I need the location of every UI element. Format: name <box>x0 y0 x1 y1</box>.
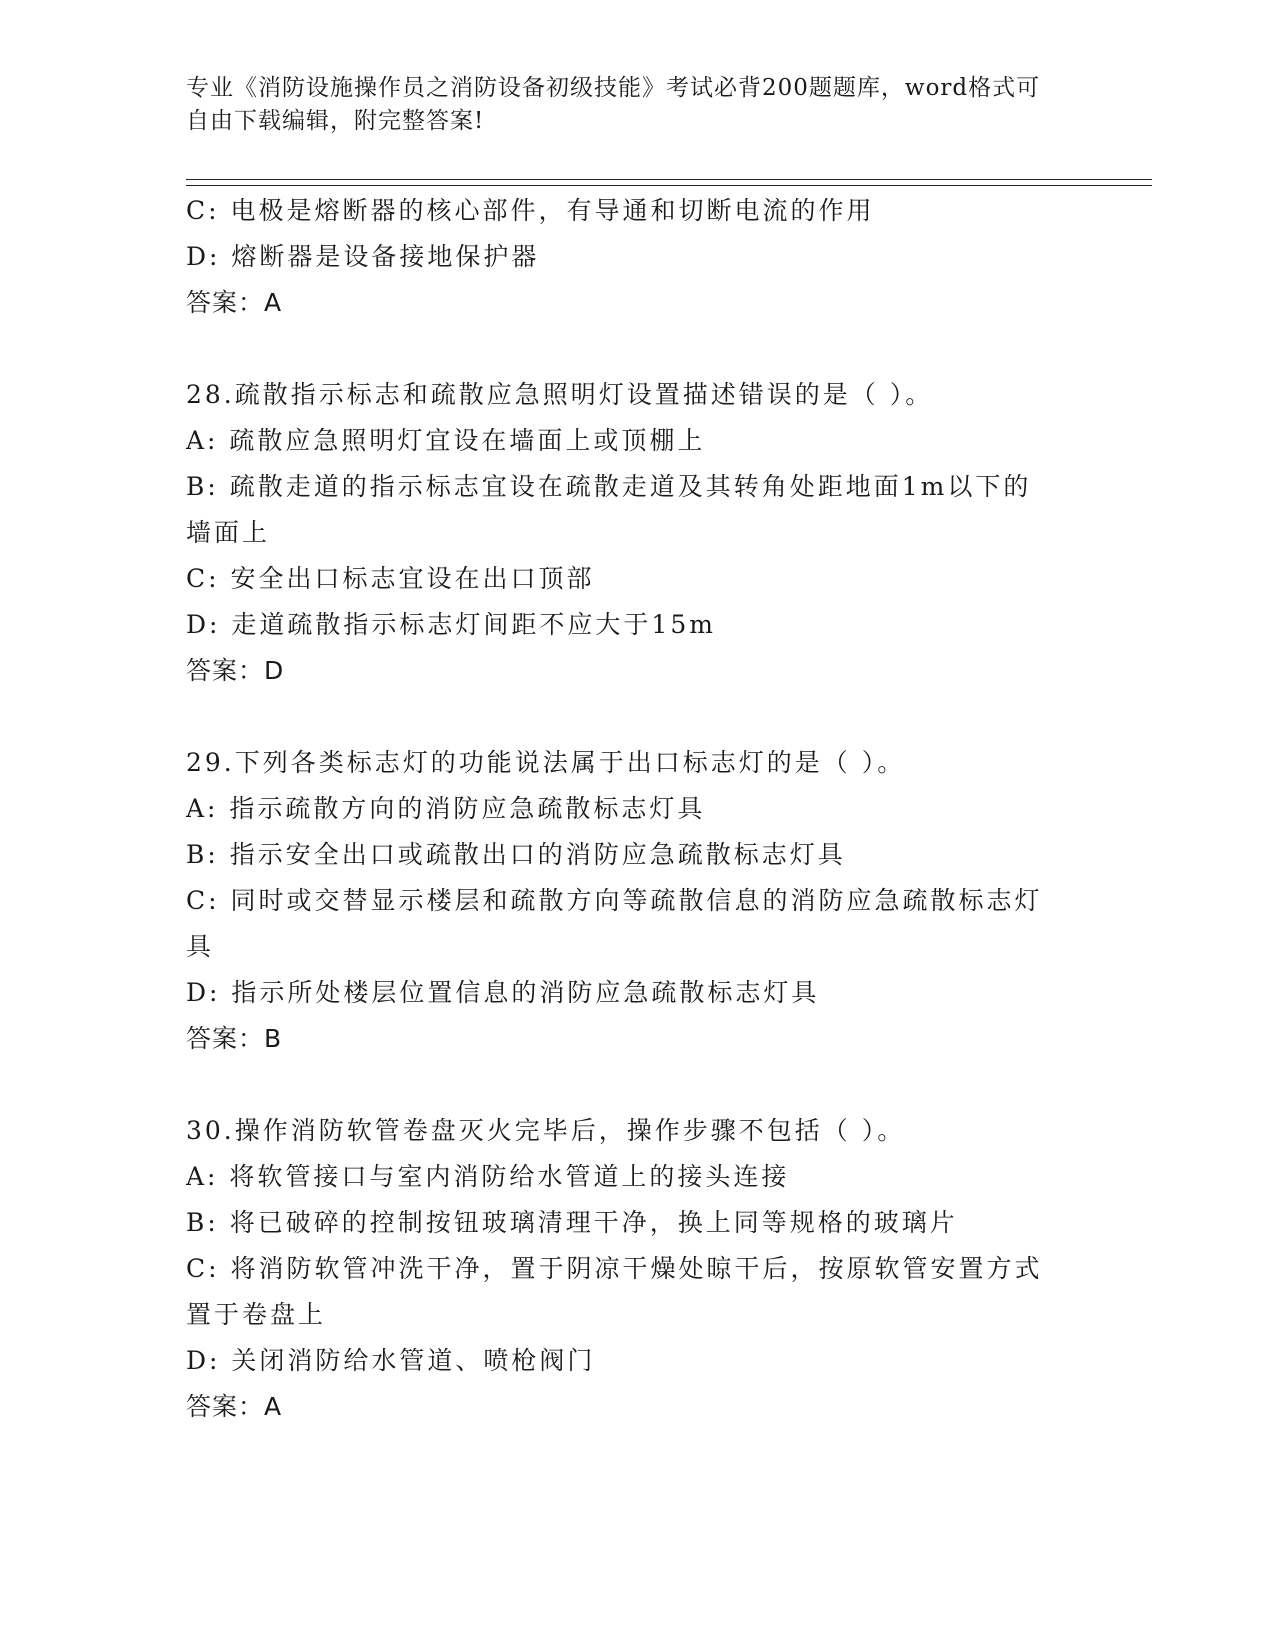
header-rule-top <box>186 179 1152 180</box>
q29-option-d: D: 指示所处楼层位置信息的消防应急疏散标志灯具 <box>186 978 820 1007</box>
header-line-1: 专业《消防设施操作员之消防设备初级技能》考试必背200题题库，word格式可 <box>186 75 1041 101</box>
q28-stem: 28.疏散指示标志和疏散应急照明灯设置描述错误的是（ ）。 <box>186 380 934 409</box>
q28-option-d: D: 走道疏散指示标志灯间距不应大于15m <box>186 610 716 639</box>
spacer <box>186 694 1086 740</box>
header-line-2: 自由下载编辑，附完整答案! <box>186 108 485 134</box>
q28-option-a: A: 疏散应急照明灯宜设在墙面上或顶棚上 <box>186 426 706 455</box>
q27-option-c: C: 电极是熔断器的核心部件，有导通和切断电流的作用 <box>186 196 875 225</box>
q28-answer: 答案：D <box>186 656 285 685</box>
q29-answer: 答案：B <box>186 1024 283 1053</box>
q30-option-c: C: 将消防软管冲洗干净，置于阴凉干燥处晾干后，按原软管安置方式 <box>186 1254 1043 1283</box>
spacer <box>186 326 1086 372</box>
q30-option-d: D: 关闭消防给水管道、喷枪阀门 <box>186 1346 596 1375</box>
q29-option-c-cont: 具 <box>186 932 215 961</box>
question-28 <box>186 372 1086 694</box>
q29-option-a: A: 指示疏散方向的消防应急疏散标志灯具 <box>186 794 706 823</box>
q29-option-c: C: 同时或交替显示楼层和疏散方向等疏散信息的消防应急疏散标志灯 <box>186 886 1043 915</box>
q27-option-d: D: 熔断器是设备接地保护器 <box>186 242 540 271</box>
q29-option-b: B: 指示安全出口或疏散出口的消防应急疏散标志灯具 <box>186 840 846 869</box>
spacer <box>186 1062 1086 1108</box>
q28-option-b-cont: 墙面上 <box>186 518 271 547</box>
q27-answer: 答案：A <box>186 288 283 317</box>
q30-answer: 答案：A <box>186 1392 283 1421</box>
q28-option-b: B: 疏散走道的指示标志宜设在疏散走道及其转角处距地面1m以下的 <box>186 472 1032 501</box>
q28-option-c: C: 安全出口标志宜设在出口顶部 <box>186 564 595 593</box>
header-rule-bottom <box>186 185 1152 186</box>
q30-option-b: B: 将已破碎的控制按钮玻璃清理干净，换上同等规格的玻璃片 <box>186 1208 958 1237</box>
q30-option-a: A: 将软管接口与室内消防给水管道上的接头连接 <box>186 1162 790 1191</box>
q30-stem: 30.操作消防软管卷盘灭火完毕后，操作步骤不包括（ ）。 <box>186 1116 906 1145</box>
question-30 <box>186 1108 1086 1430</box>
question-29 <box>186 740 1086 1062</box>
document-body <box>186 188 1086 1430</box>
question-27-tail <box>186 188 1086 326</box>
q30-option-c-cont: 置于卷盘上 <box>186 1300 327 1329</box>
q29-stem: 29.下列各类标志灯的功能说法属于出口标志灯的是（ ）。 <box>186 748 906 777</box>
page-header <box>186 72 1066 138</box>
